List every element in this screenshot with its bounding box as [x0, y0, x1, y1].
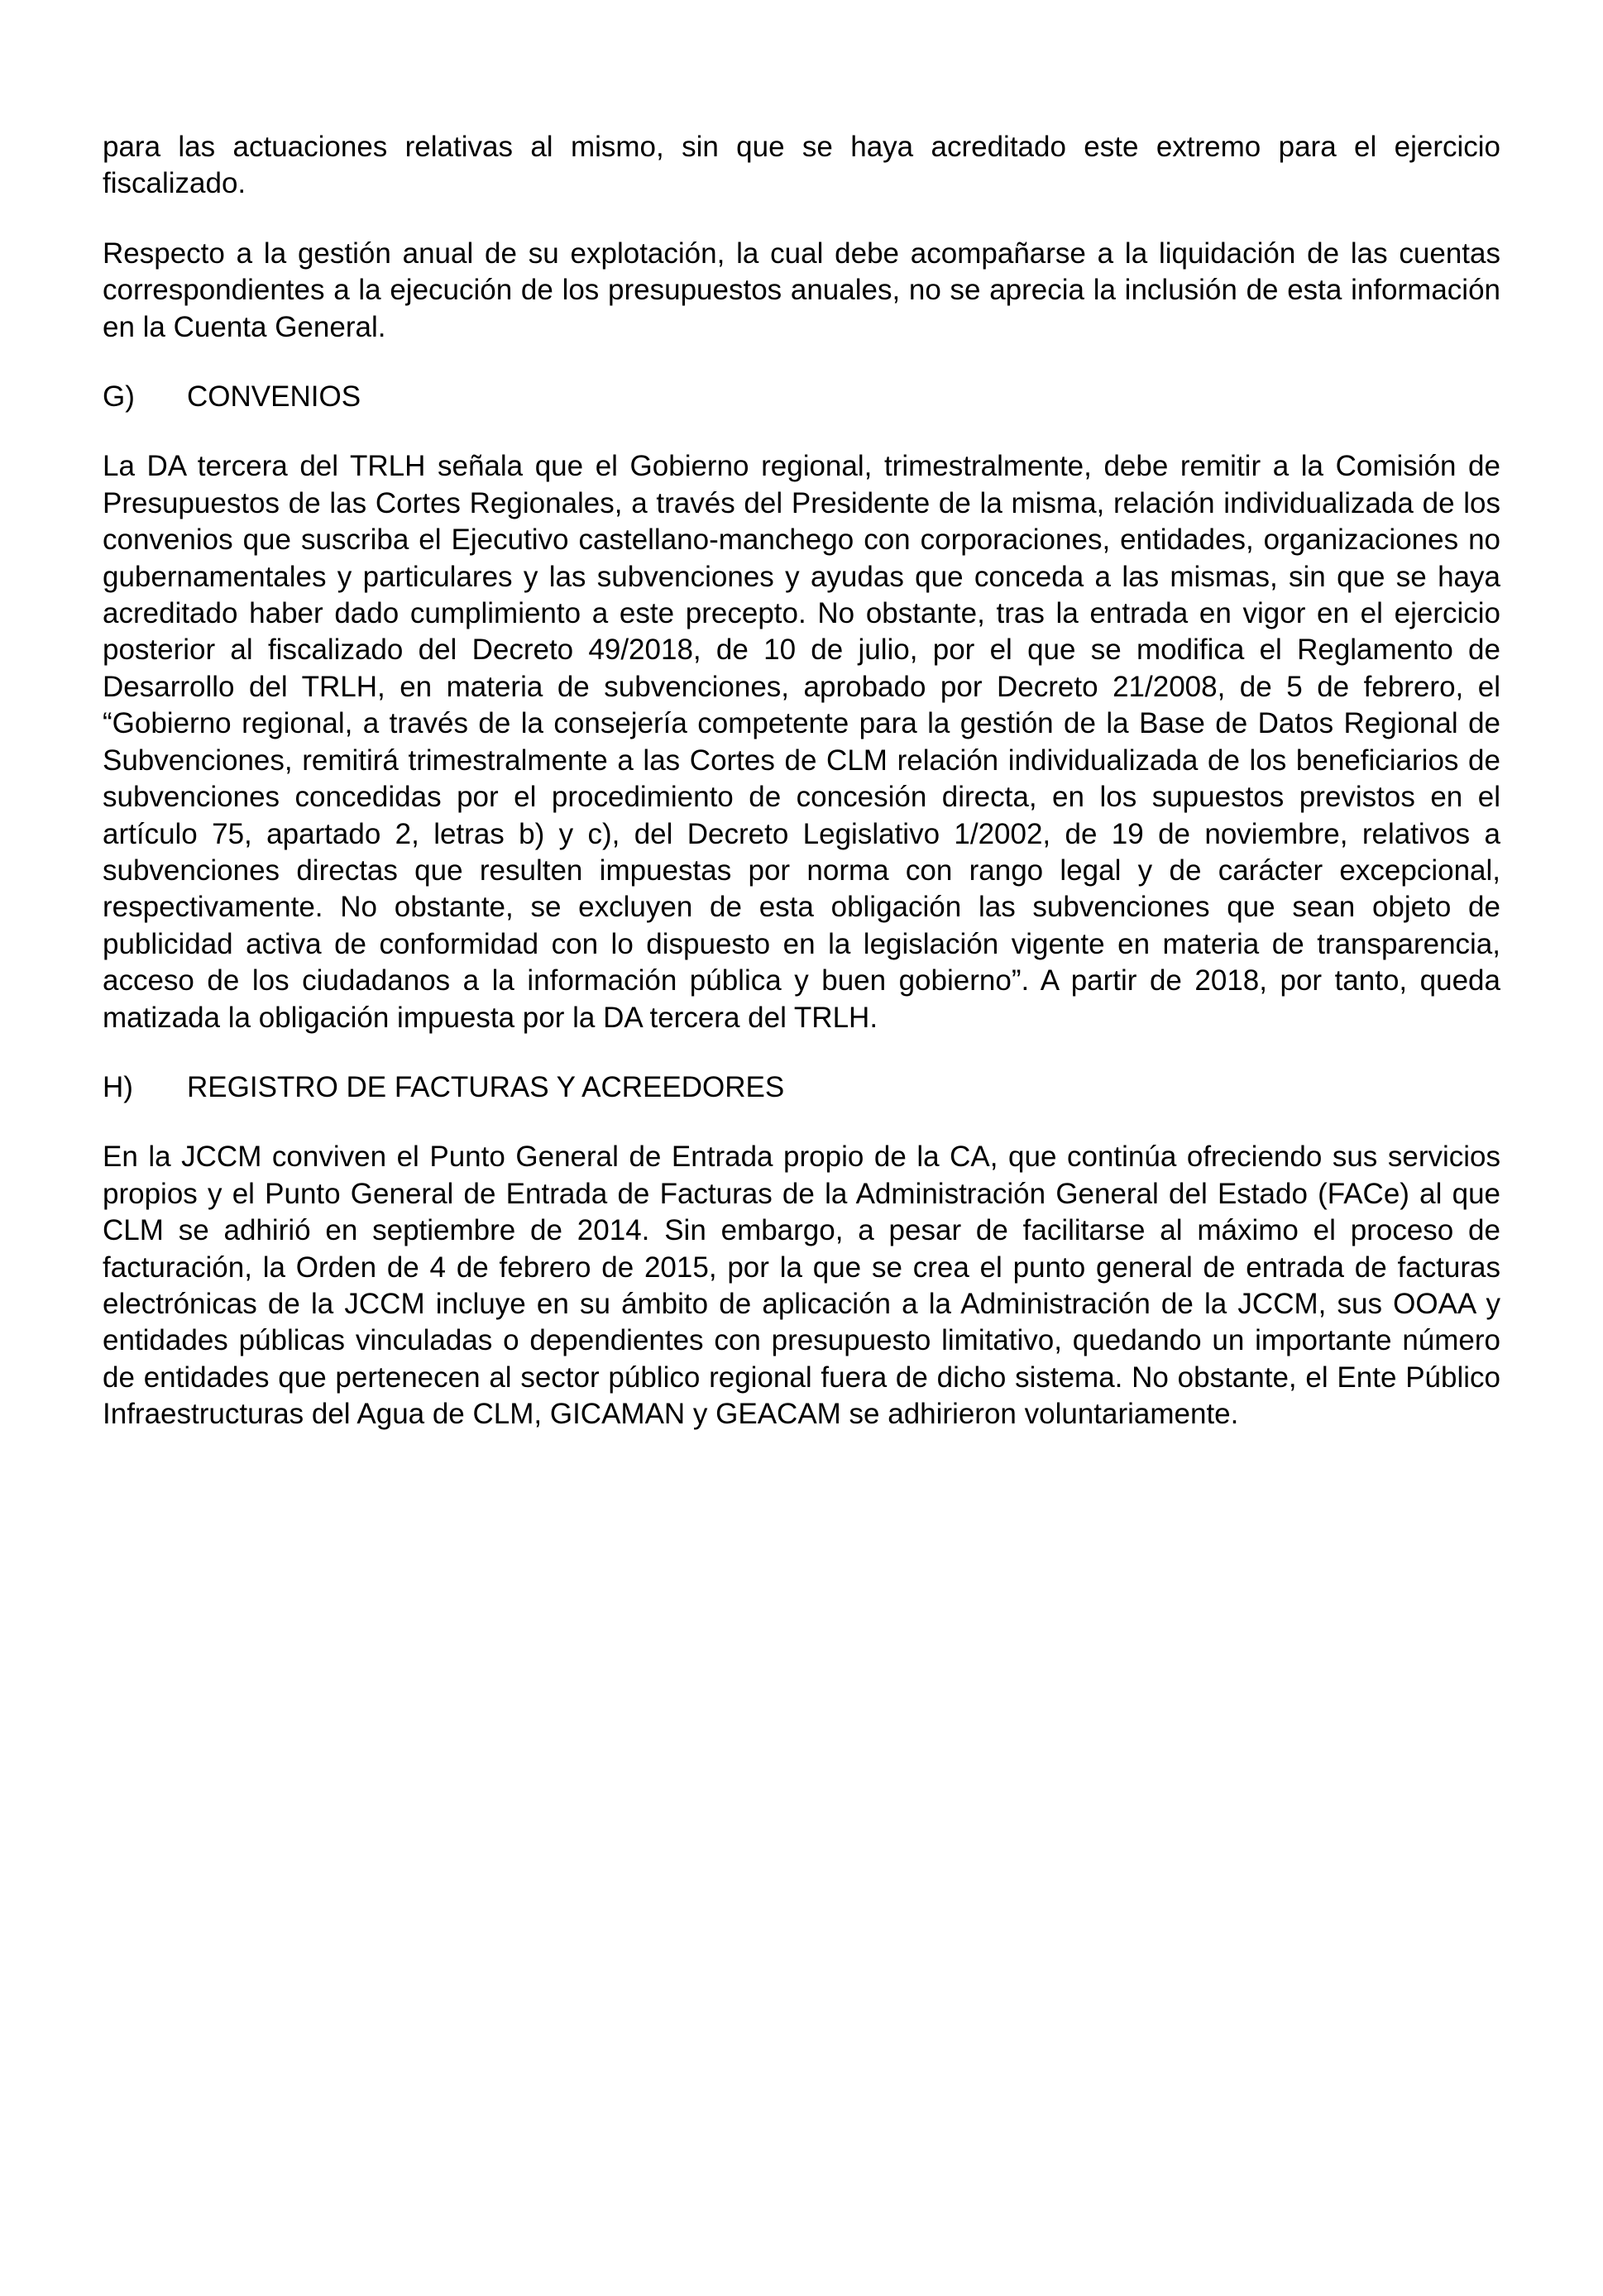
- document-body: [103, 129, 1500, 1466]
- paragraph-continuation: para las actuaciones relativas al mismo, sin que se haya acreditado este extremo para el ejercicio fiscalizado.: [103, 131, 1500, 200]
- section-h-paragraph: En la JCCM conviven el Punto General de Entrada propio de la CA, que continúa ofreciendo sus servicios propios y el Punto General de Entrada de Facturas de la Administración General del Estado (FACe) al que CLM se adhirió en septiembre de 2014. Sin embargo, a pesar de facilitarse al máximo el proceso de facturación, la Orden de 4 de febrero de 2015, por la que se crea el punto general de entrada de facturas electrónicas de la JCCM incluye en su ámbito de aplicación a la Administración de la JCCM, sus OOAA y entidades públicas vinculadas o dependientes con presupuesto limitativo, quedando un importante número de entidades que pertenecen al sector público regional fuera de dicho sistema. No obstante, el Ente Público Infraestructuras del Agua de CLM, GICAMAN y GEACAM se adhirieron voluntariamente.: [103, 1141, 1500, 1431]
- section-h-title: REGISTRO DE FACTURAS Y ACREEDORES: [187, 1070, 785, 1103]
- section-g-paragraph: La DA tercera del TRLH señala que el Gobierno regional, trimestralmente, debe remitir a la Comisión de Presupuestos de las Cortes Regionales, a través del Presidente de la misma, relación individualizada de los convenios que suscriba el Ejecutivo castellano-manchego con corporaciones, entidades, organizaciones no gubernamentales y particulares y las subvenciones y ayudas que conceda a las mismas, sin que se haya acreditado haber dado cumplimiento a este precepto. No obstante, tras la entrada en vigor en el ejercicio posterior al fiscalizado del Decreto 49/2018, de 10 de julio, por el que se modifica el Reglamento de Desarrollo del TRLH, en materia de subvenciones, aprobado por Decreto 21/2008, de 5 de febrero, el “Gobierno regional, a través de la consejería competente para la gestión de la Base de Datos Regional de Subvenciones, remitirá trimestralmente a las Cortes de CLM relación individualizada de los beneficiarios de subvenciones concedidas por el procedimiento de concesión directa, en los supuestos previstos en el artículo 75, apartado 2, letras b) y c), del Decreto Legislativo 1/2002, de 19 de noviembre, relativos a subvenciones directas que resulten impuestas por norma con rango legal y de carácter excepcional, respectivamente. No obstante, se excluyen de esta obligación las subvenciones que sean objeto de publicidad activa de conformidad con lo dispuesto en la legislación vigente en materia de transparencia, acceso de los ciudadanos a la información pública y buen gobierno”. A partir de 2018, por tanto, queda matizada la obligación impuesta por la DA tercera del TRLH.: [103, 450, 1500, 1034]
- section-g-heading: [103, 379, 1500, 415]
- section-h-number: H): [103, 1070, 133, 1103]
- paragraph-gestion-anual: Respecto a la gestión anual de su explotación, la cual debe acompañarse a la liquidación de las cuentas correspondientes a la ejecución de los presupuestos anuales, no se aprecia la inclusión de esta información en la Cuenta General.: [103, 237, 1500, 343]
- section-h-heading: [103, 1069, 1500, 1106]
- section-g-number: G): [103, 380, 135, 414]
- section-g-title: CONVENIOS: [187, 380, 361, 414]
